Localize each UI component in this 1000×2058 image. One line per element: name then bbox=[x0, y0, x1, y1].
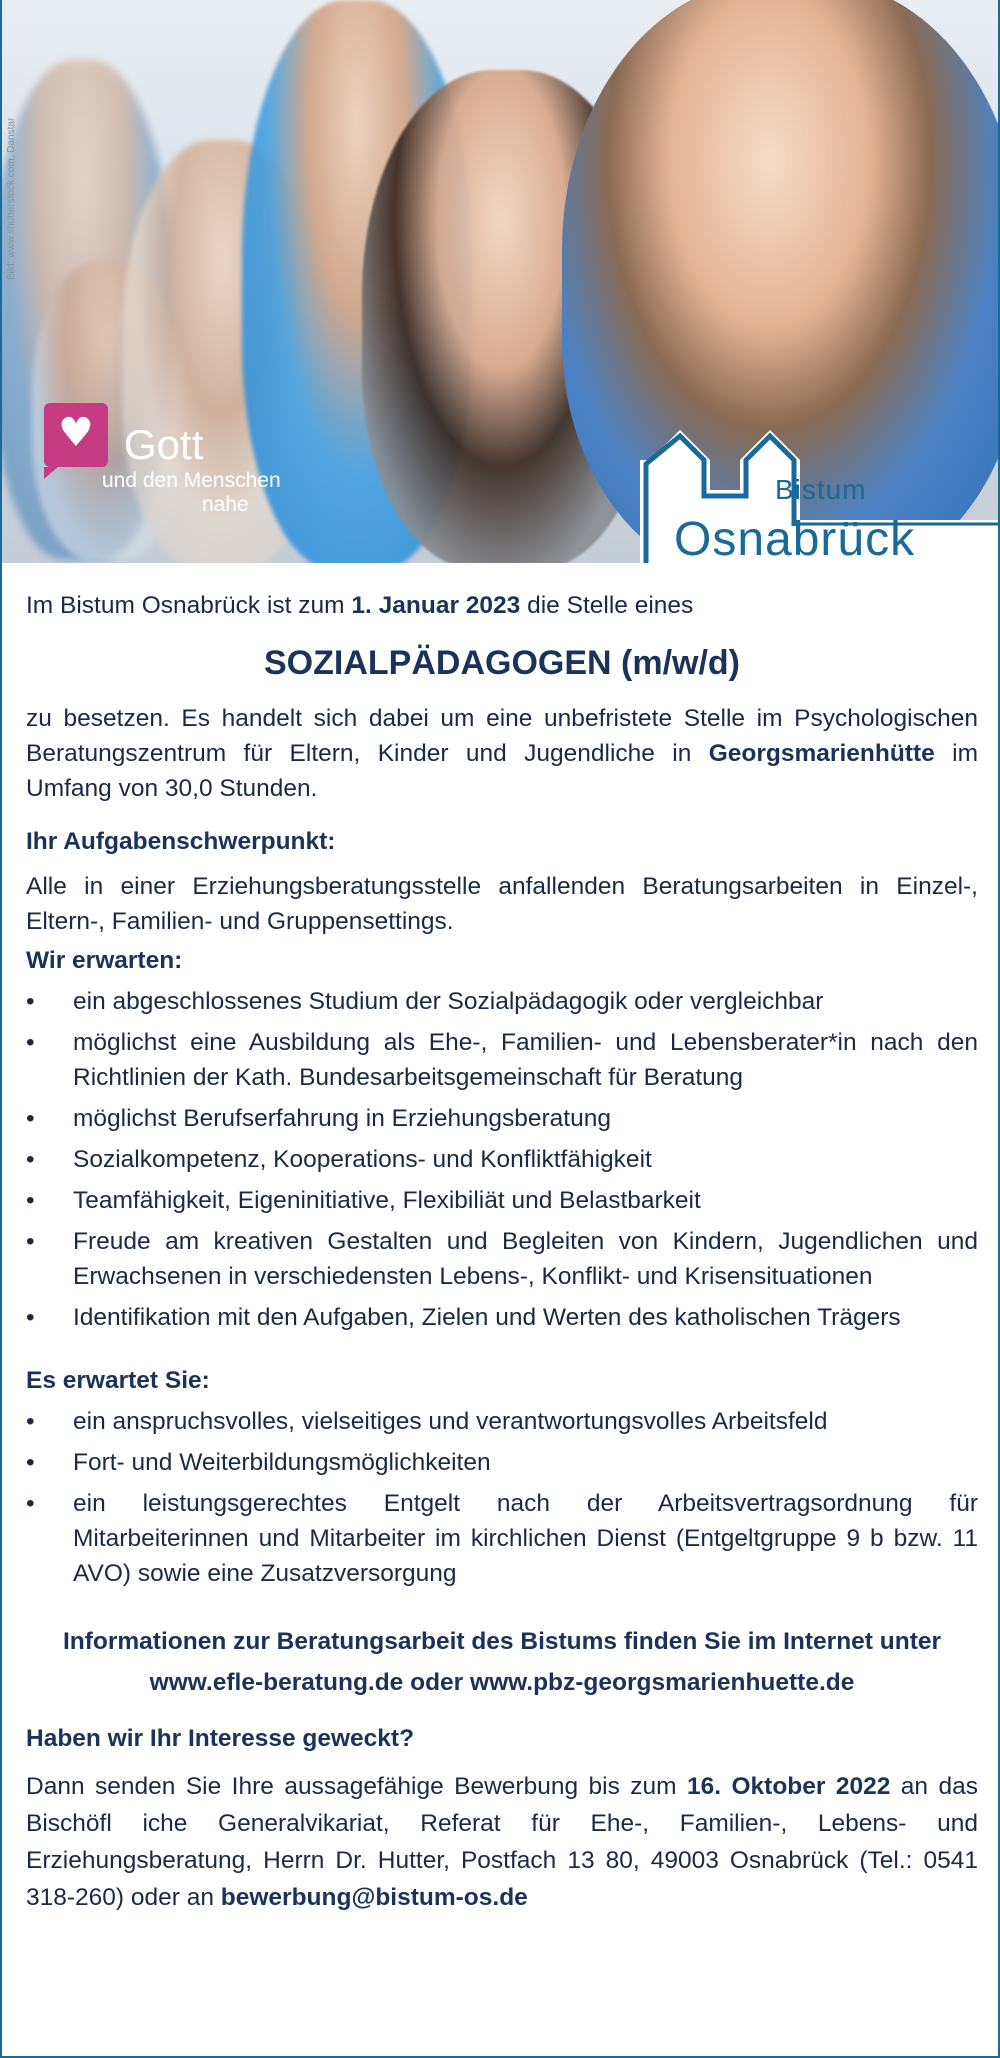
gott-logo bbox=[44, 403, 304, 516]
bullet-icon: • bbox=[26, 1146, 35, 1173]
description bbox=[26, 701, 978, 806]
bullet-icon: • bbox=[26, 1449, 35, 1476]
expect-list bbox=[26, 984, 978, 1335]
intro-text: die Stelle eines bbox=[520, 592, 694, 619]
apply-text bbox=[26, 1768, 978, 1916]
info-links: www.efle-beratung.de oder www.pbz-georgsmarienhuette.de bbox=[149, 1669, 855, 1696]
list-item-text: möglichst eine Ausbildung als Ehe-, Familien- und Lebensberater*in nach den Richtlinien der Kath. Bundesarbeitsgemeinschaft für Beratung bbox=[73, 1029, 978, 1091]
start-date: 1. Januar 2023 bbox=[351, 592, 521, 619]
heart-icon-box bbox=[44, 403, 108, 467]
list-item bbox=[26, 1025, 978, 1095]
location: Georgsmarienhütte bbox=[708, 740, 935, 767]
bullet-icon: • bbox=[26, 1490, 35, 1517]
list-item-text: ein abgeschlossenes Studium der Sozialpädagogik oder vergleichbar bbox=[73, 988, 824, 1015]
description-text: im Umfang von 30,0 Stunden. bbox=[26, 740, 978, 802]
gott-logo-subtitle: nahe bbox=[202, 493, 249, 516]
apply-heading: Haben wir Ihr Interesse geweckt? bbox=[26, 1725, 415, 1752]
image-credit: Bild: www.shutterstock.com, Danstar bbox=[6, 117, 17, 280]
list-item bbox=[26, 984, 978, 1019]
list-item bbox=[26, 1224, 978, 1294]
job-title: SOZIALPÄDAGOGEN (m/w/d) bbox=[264, 644, 740, 682]
gott-logo-subtitle: und den Menschen bbox=[102, 469, 281, 492]
bistum-logo-name: Osnabrück bbox=[674, 513, 916, 563]
offer-list bbox=[26, 1404, 978, 1591]
description-text: zu besetzen. Es handelt sich dabei um eine unbefristete Stelle im Psychologischen Beratungszentrum für Eltern, Kinder und Jugendliche in bbox=[26, 705, 978, 767]
focus-heading: Ihr Aufgabenschwerpunkt: bbox=[26, 828, 336, 855]
list-item bbox=[26, 1142, 978, 1177]
list-item bbox=[26, 1101, 978, 1136]
offer-heading: Es erwartet Sie: bbox=[26, 1367, 210, 1394]
list-item bbox=[26, 1404, 978, 1439]
list-item bbox=[26, 1300, 978, 1335]
list-item bbox=[26, 1486, 978, 1591]
email-address: bewerbung@bistum-os.de bbox=[220, 1884, 528, 1911]
list-item-text: Sozialkompetenz, Kooperations- und Konfliktfähigkeit bbox=[73, 1146, 652, 1173]
intro-text: Im Bistum Osnabrück ist zum bbox=[26, 592, 352, 619]
bullet-icon: • bbox=[26, 1029, 35, 1056]
bistum-logo-small: Bistum bbox=[775, 474, 867, 505]
list-item-text: möglichst Berufserfahrung in Erziehungsberatung bbox=[73, 1105, 611, 1132]
heart-icon: ♥ bbox=[58, 410, 94, 456]
bullet-icon: • bbox=[26, 988, 35, 1015]
gott-logo-title: Gott bbox=[124, 421, 204, 468]
info-line: Informationen zur Beratungsarbeit des Bistums finden Sie im Internet unter bbox=[62, 1628, 942, 1655]
apply-text-part: an das Bischöfl iche Generalvikariat, Referat für Ehe-, Familien-, Lebens- und Erziehungsberatung, Herrn Dr. Hutter, Postfach 13 80, 49003 Osnabrück (Tel.: 0541 318-260) oder an bbox=[26, 1773, 978, 1911]
ad-content bbox=[26, 588, 978, 1916]
deadline: 16. Oktober 2022 bbox=[687, 1773, 891, 1800]
apply-text-part: Dann senden Sie Ihre aussagefähige Bewerbung bis zum bbox=[26, 1773, 687, 1800]
list-item-text: Identifikation mit den Aufgaben, Zielen und Werten des katholischen Trägers bbox=[73, 1304, 901, 1331]
intro-line bbox=[26, 588, 978, 623]
list-item-text: Teamfähigkeit, Eigeninitiative, Flexibiliät und Belastbarkeit bbox=[73, 1187, 701, 1214]
list-item bbox=[26, 1445, 978, 1480]
focus-text: Alle in einer Erziehungsberatungsstelle anfallenden Beratungsarbeiten in Einzel-, Eltern-, Familien- und Gruppensettings. bbox=[26, 873, 978, 935]
hero-photo bbox=[2, 0, 998, 563]
bullet-icon: • bbox=[26, 1105, 35, 1132]
bullet-icon: • bbox=[26, 1228, 35, 1255]
list-item-text: ein leistungsgerechtes Entgelt nach der Arbeitsvertragsordnung für Mitarbeiterinnen und Mitarbeiter im kirchlichen Dienst (Entgeltgruppe 9 b bzw. 11 AVO) sowie eine Zusatzversorgung bbox=[73, 1490, 978, 1587]
bullet-icon: • bbox=[26, 1408, 35, 1435]
list-item-text: Fort- und Weiterbildungsmöglichkeiten bbox=[73, 1449, 491, 1476]
bistum-logo bbox=[640, 420, 998, 563]
bullet-icon: • bbox=[26, 1304, 35, 1331]
list-item-text: Freude am kreativen Gestalten und Begleiten von Kindern, Jugendlichen und Erwachsenen in verschiedensten Lebens-, Konflikt- und Krisensituationen bbox=[73, 1228, 978, 1290]
list-item-text: ein anspruchsvolles, vielseitiges und verantwortungsvolles Arbeitsfeld bbox=[73, 1408, 828, 1435]
list-item bbox=[26, 1183, 978, 1218]
expect-heading: Wir erwarten: bbox=[26, 947, 183, 974]
bullet-icon: • bbox=[26, 1187, 35, 1214]
